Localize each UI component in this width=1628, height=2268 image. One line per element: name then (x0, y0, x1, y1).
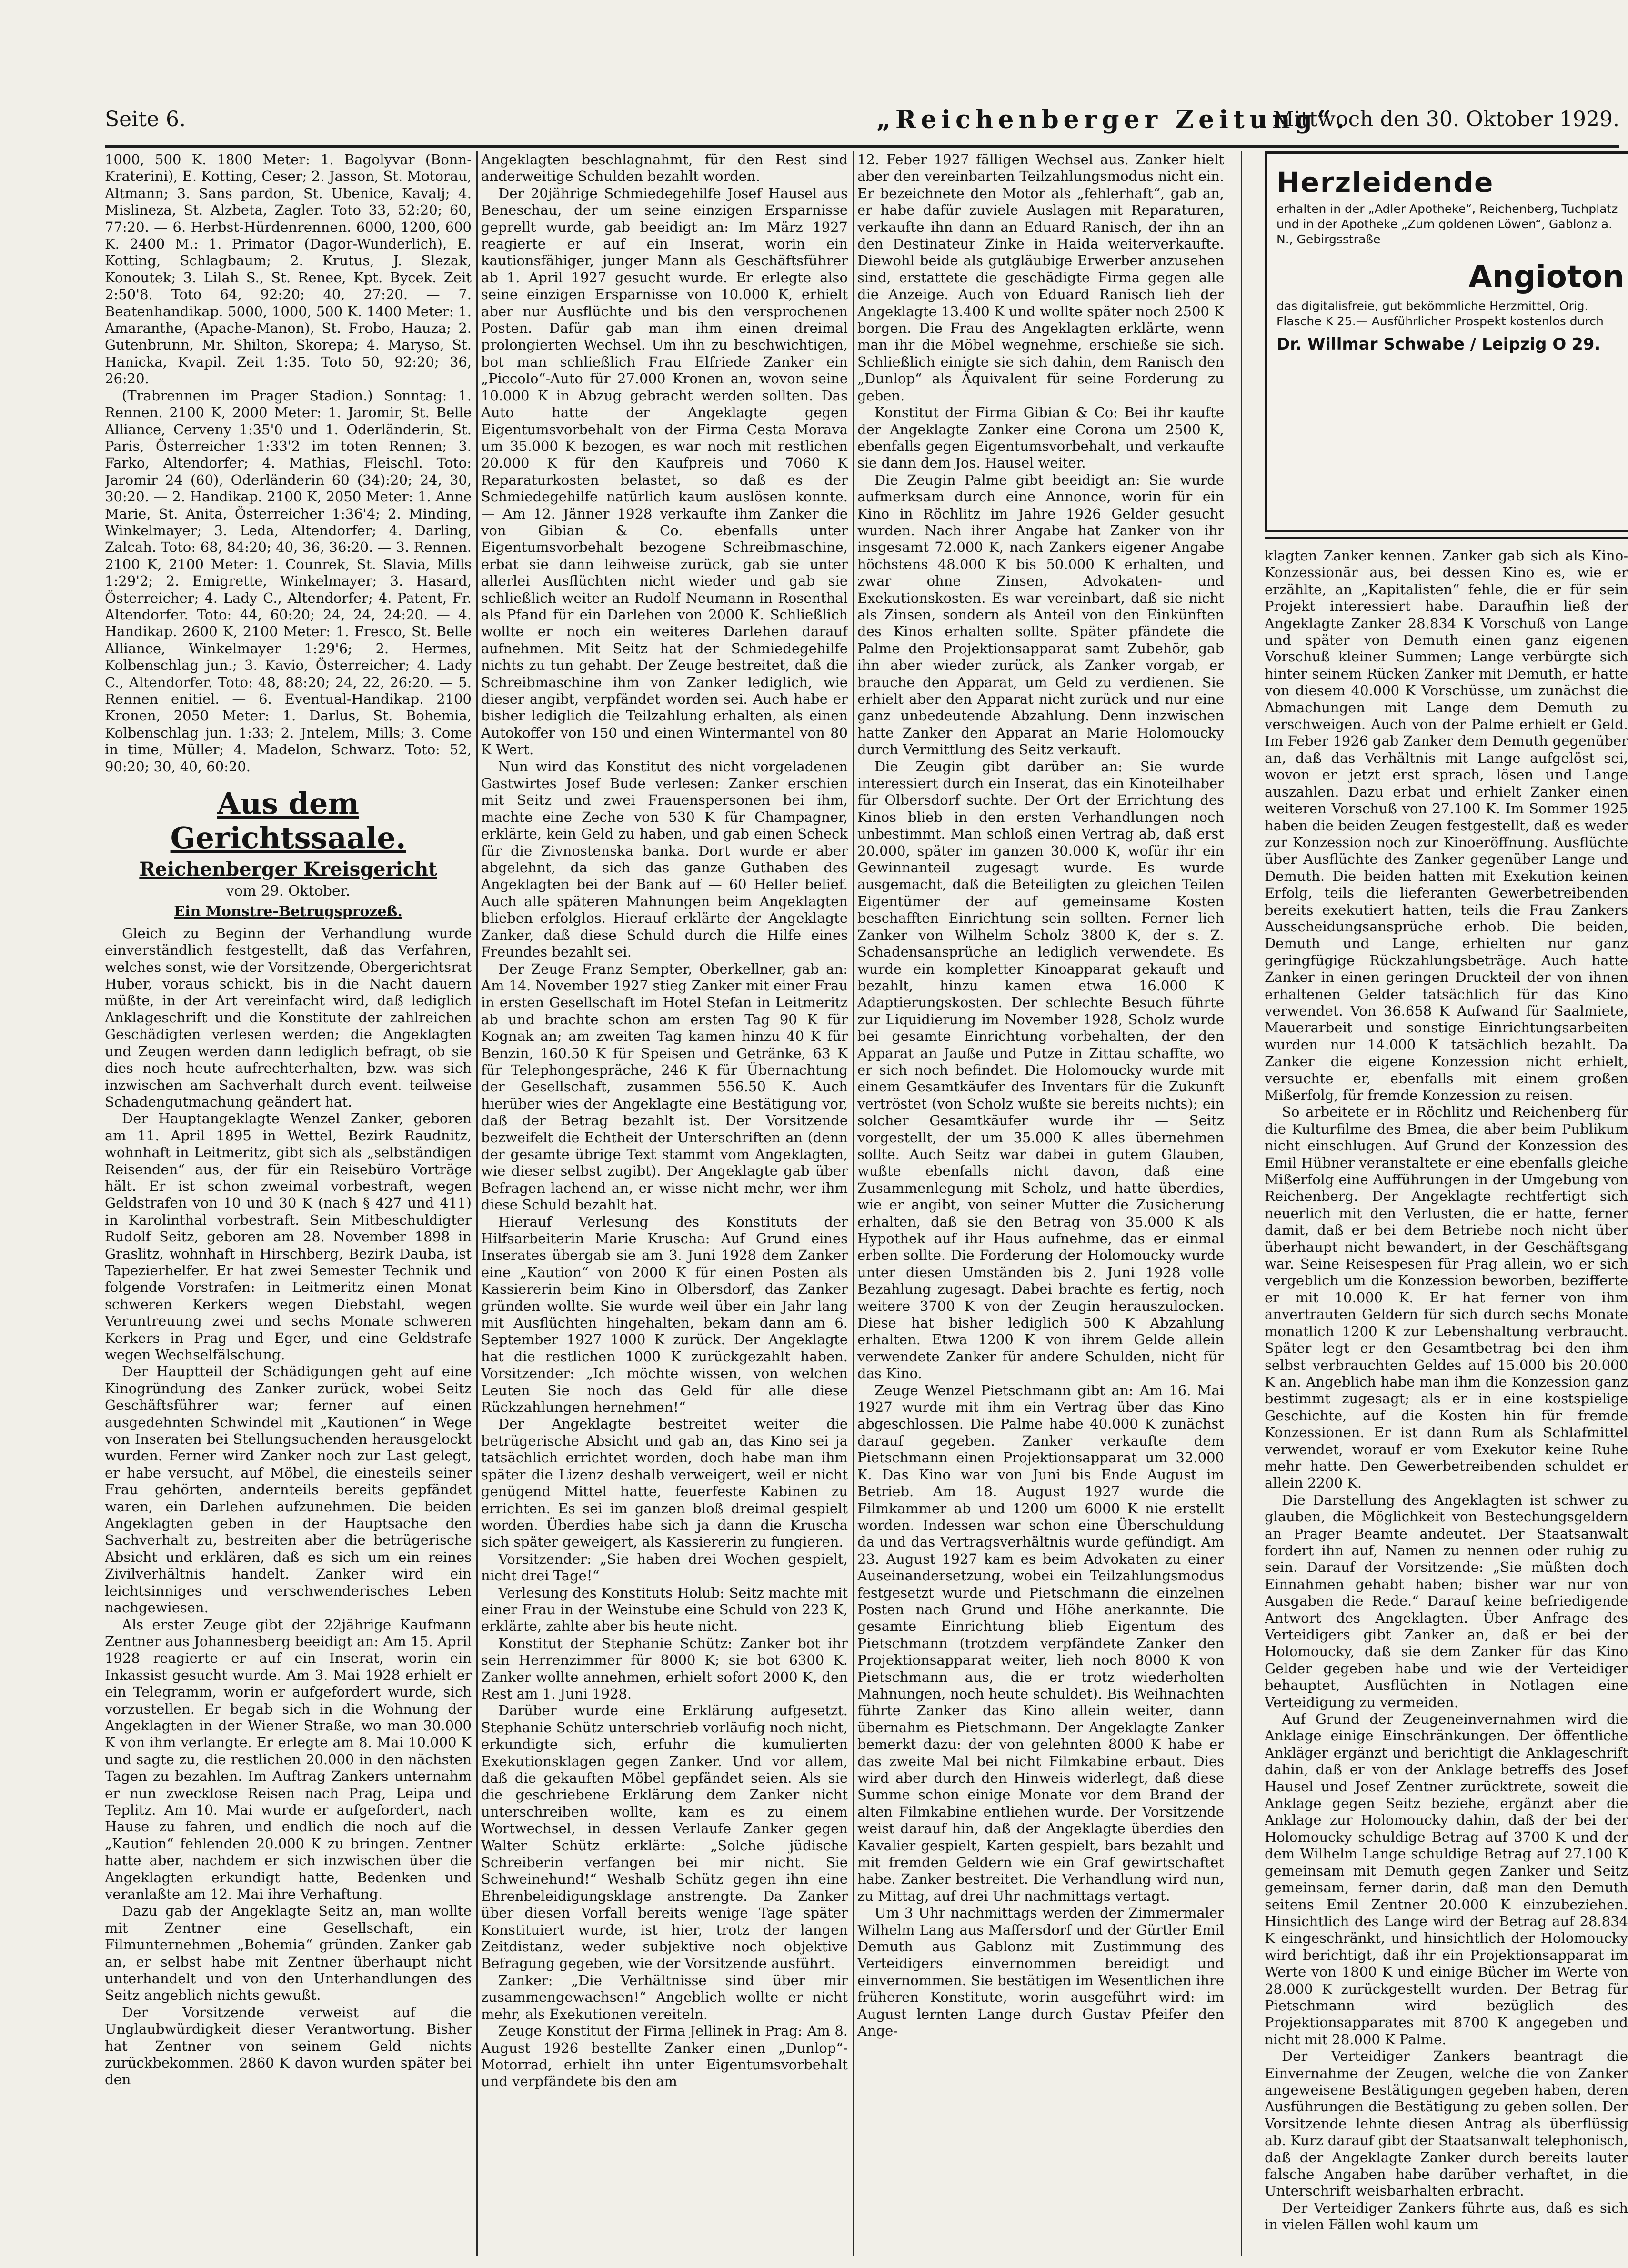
article-paragraph: Der Verteidiger Zankers führte aus, daß es sich in vielen Fällen wohl kaum um (1265, 2199, 1628, 2233)
article-paragraph: Der Hauptteil der Schädigungen geht auf eine Kinogründung des Zanker zurück, wobei Seitz Geschäftsführer war; ferner auf einen ausgedehnten Schwindel mit „Kautionen“ in Wege von Inseraten bei Stellungsuchenden herausgelockt wurden. Ferner wird Zanker noch zur Last gelegt, er habe versucht, auf Möbel, die einesteils seiner Frau gehörten, andernteils bereits gepfändet waren, ein Darlehen aufzunehmen. Die beiden Angeklagten geben in der Hauptsache den Sachverhalt zu, bestreiten aber die betrügerische Absicht und erklären, daß es sich um ein reines Zivilverhältnis handelt. Zanker wird ein leichtsinniges und verschwenderisches Leben nachgewiesen. (105, 1363, 472, 1616)
article-paragraph: Als erster Zeuge gibt der 22jährige Kaufmann Zentner aus Johannesberg beeidigt an: Am 15. April 1928 reagierte er auf ein Inserat, worin ein Inkassist gesucht wurde. Am 3. Mai 1928 erhielt er ein Telegramm, worin er aufgefordert wurde, sich vorzustellen. Er begab sich in die Wohnung der Angeklagten in der Wiener Straße, wo man 30.000 K von ihm verlangte. Er erlegte am 8. Mai 10.000 K und sagte zu, die restlichen 20.000 in den nächsten Tagen zu bezahlen. Im Auftrag Zankers unternahm er nun zwecklose Reisen nach Prag, Leipa und Teplitz. Am 10. Mai wurde er aufgefordert, nach Hause zu fahren, und endlich die noch auf die „Kaution“ fehlenden 20.000 K zu bringen. Zentner hatte aber, nachdem er sich inzwischen über die Angeklagten erkundigt hatte, Bedenken und veranlaßte am 12. Mai ihre Verhaftung. (105, 1616, 472, 1902)
article-paragraph: 12. Feber 1927 fälligen Wechsel aus. Zanker hielt aber den vereinbarten Teilzahlungsmodus nicht ein. Er bezeichnete den Motor als „fehlerhaft“, gab an, er habe dafür zuviele Auslagen mit Reparaturen, verkaufte ihn dann an Eduard Ranisch, der ihn an den Destinateur Zinke in Haida weiterverkaufte. Diewohl beide als gutgläubige Erwerber anzusehen sind, erstattete die geschädigte Firma gegen alle die Anzeige. Auch von Eduard Ranisch lieh der Angeklagte 13.400 K und wollte später noch 2500 K borgen. Die Frau des Angeklagten erklärte, wenn man ihr die Möbel wegnehme, erschieße sie sich. Schließlich einigte sie sich dahin, dem Ranisch den „Dunlop“ als Äquivalent für seine Forderung zu geben. (857, 151, 1224, 404)
ad-manufacturer: Dr. Willmar Schwabe / Leipzig O 29. (1276, 335, 1601, 354)
header-rule (105, 145, 1619, 148)
page-header (105, 107, 1619, 140)
article-paragraph: Die Zeugin Palme gibt beeidigt an: Sie wurde aufmerksam durch eine Annonce, worin für ein Kino in Röchlitz im Jahre 1926 Gelder gesucht wurden. Nach ihrer Angabe hat Zanker von ihr insgesamt 72.000 K, nach Zankers eigener Angabe höchstens 48.000 K bis 50.000 K erhalten, und zwar ohne Zinsen, Advokaten- und Exekutionskosten. Es war vereinbart, daß sie nicht als Zinsen, sondern als Anteil von den Einkünften des Kinos erhalten sollte. Später pfändete die Palme den Projektionsapparat samt Zubehör, gab ihn aber wieder zurück, als Zanker vorgab, er brauche den Apparat, um Geld zu verdienen. Sie erhielt aber den Apparat nicht zurück und nur eine ganz unbedeutende Abzahlung. Denn inzwischen hatte Zanker den Apparat an Marie Holomoucky durch Vermittlung des Seitz verkauft. (857, 471, 1224, 758)
article-paragraph: Der Vorsitzende verweist auf die Unglaubwürdigkeit dieser Verantwortung. Bisher hat Zentner von seinem Geld nichts zurückbekommen. 2860 K davon wurden später bei den (105, 2004, 472, 2088)
court-heading: Reichenberger Kreisgericht (139, 858, 437, 881)
article-paragraph: Die Zeugin gibt darüber an: Sie wurde interessiert durch ein Inserat, das ein Kinoteilhaber für Olbersdorf suchte. Der Ort der Errichtung des Kinos blieb in den ersten Verhandlungen noch unbestimmt. Man schloß einen Vertrag ab, daß erst 20.000, später im ganzen 30.000 K, wofür ihr ein Gewinnanteil zugesagt wurde. Es wurde ausgemacht, daß die Beteiligten zu gleichen Teilen Eigentümer der auf gemeinsame Kosten beschafften Einrichtung sein sollten. Ferner lieh Zanker von Wilhelm Scholz 3800 K, der s. Z. Schadensansprüche an lediglich verwendete. Es wurde ein kompletter Kinoapparat gekauft und bezahlt, hinzu kamen etwa 16.000 K Adaptierungskosten. Der schlechte Besuch führte zur Liquidierung im November 1928, Scholz wurde bei gesamte Einrichtung vorbehalten, der den Apparat an Jauße und Putze in Zittau schaffte, wo er sich noch befindet. Die Holomoucky wurde mit einem Gesamtkäufer des Inventars für die Zukunft vertröstet (von Scholz wußte sie bereits nichts); ein solcher Gesamtkäufer wurde ihr — Seitz vorgestellt, der um 35.000 K alles übernehmen sollte. Auch Seitz war dabei in gutem Glauben, wußte ebenfalls nicht davon, daß eine Zusammenlegung mit Scholz, und hatte überdies, wie er angibt, von seiner Mutter die Zusicherung erhalten, daß sie den Betrag von 35.000 K als Hypothek auf ihr Haus aufnehme, das er einmal erben sollte. Die Forderung der Holomoucky wurde unter diesen Umständen bis 2. Juni 1928 volle Bezahlung zugesagt. Dabei brachte es fertig, noch weitere 3700 K von der Zeugin herauszulocken. Diese hat bisher lediglich 500 K Abzahlung erhalten. Etwa 1200 K von ihrem Gelde allein verwendete Zanker für andere Schulden, nicht für das Kino. (857, 758, 1224, 1382)
article-paragraph: Nun wird das Konstitut des nicht vorgeladenen Gastwirtes Josef Bude verlesen: Zanker erschien mit Seitz und zwei Frauenspersonen bei ihm, machte eine Zeche von 530 K für Champagner, erklärte, kein Geld zu haben, und gab einen Scheck für die Zivnostenska banka. Dort wurde er aber abgelehnt, da sich das ganze Guthaben des Angeklagten bei der Bank auf — 60 Heller belief. Auch alle späteren Mahnungen beim Angeklagten blieben erfolglos. Hierauf erklärte der Angeklagte Zanker, daß diese Schuld durch die Hilfe eines Freundes bezahlt sei. (481, 758, 848, 960)
article-paragraph: Die Darstellung des Angeklagten ist schwer zu glauben, die Möglichkeit von Bestechungsgeldern an Prager Beamte andeutet. Der Staatsanwalt fordert ihn auf, Namen zu nennen oder ruhig zu sein. Darauf der Vorsitzende: „Sie müßten doch Einnahmen gehabt haben; bisher war nur von Ausgaben die Rede.“ Darauf keine befriedigende Antwort des Angeklagten. Über Anfrage des Verteidigers gibt Zanker an, daß er bei der Holomoucky, daß sie dem Zanker für das Kino Gelder gegeben habe und wie der Verteidiger behauptet, Ausflüchten in Notlagen eine Verteidigung zu vermeiden. (1265, 1491, 1628, 1710)
ad-headline: Herzleidende (1276, 166, 1494, 199)
article-paragraph: Auf Grund der Zeugeneinvernahmen wird die Anklage einige Einschränkungen. Der öffentliche Ankläger ergänzt und berichtigt die Anklageschrift dahin, daß er von der Anklage betreffs des Josef Hausel und Josef Zentner zurücktrete, soweit die Anklage gegen Seitz beziehe, ergänzt aber die Anklage zur Holomoucky dahin, daß der bei der Holomoucky schuldige Betrag auf 3700 K und der dem Wilhelm Lange schuldige Betrag auf 27.100 K gemeinsam mit Demuth gegen Zanker und Seitz gemeinsam, ferner darin, daß man den Demuth seitens Emil Zentner 20.000 K einzubeziehen. Hinsichtlich des Lange wird der Betrag auf 28.834 K eingeschränkt, und hinsichtlich der Holomoucky wird berichtigt, daß ihr ein Projektionsapparat im Werte von 1800 K und einige Bücher im Werte von 28.000 K zurückgestellt wurden. Der Betrag für Pietschmann wird bezüglich des Projektionsapparates mit 8700 K angegeben und nicht mit 28.000 K Palme. (1265, 1711, 1628, 2048)
advertisement (1265, 151, 1628, 532)
court-date: vom 29. Oktober. (226, 883, 351, 900)
race-results-1: 1000, 500 K. 1800 Meter: 1. Bagolyvar (Bonn-Kraterini), E. Kotting, Ceser; 2. Jasson, St. Motorau, Altmann; 3. Sans pardon, St. Ubenice, Kavalj; 4. Mislineza, St. Alzbeta, Zagler. Toto 33, 52:20; 60, 77:20. — 6. Herbst-Hürdenrennen. 6000, 1200, 600 K. 2400 M.: 1. Primator (Dagor-Wunderlich), E. Kotting, Schlagbaum; 2. Krutus, J. Slezak, Konoutek; 3. Lilah S., St. Renee, Kpt. Bycek. Zeit 2:50'8. Toto 64, 92:20; 40, 27:20. — 7. Beatenhandikap. 5000, 1000, 500 K. 1400 Meter: 1. Amaranthe, (Apache-Manon), St. Frobo, Hauza; 2. Gutenbrunn, Mr. Shilton, Skorepa; 4. Maryso, St. Hanicka, Kvapil. Zeit 1:35. Toto 50, 92:20; 36, 26:20. (105, 151, 472, 387)
ad-text: das digitalisfreie, gut bekömmliche Herzmittel, Orig. Flasche K 25.— Ausführlicher Prospekt kostenlos durch (1276, 299, 1604, 328)
article-paragraph: Angeklagten beschlagnahmt, für den Rest sind anderweitige Schulden bezahlt worden. (481, 151, 848, 185)
column-1 (105, 151, 472, 2256)
article-paragraph: Zeuge Konstitut der Firma Jellinek in Prag: Am 8. August 1926 bestellte Zanker einen „Dunlop“-Motorrad, erhielt ihn unter Eigentumsvorbehalt und verpfändete bis den am (481, 2023, 848, 2090)
article-paragraph: Der Hauptangeklagte Wenzel Zanker, geboren am 11. April 1895 in Wettel, Bezirk Raudnitz, wohnhaft in Leitmeritz, gibt sich als „selbständigen Reisenden“ aus, der für ein Reisebüro Vorträge hält. Er ist schon zweimal vorbestraft, wegen Geldstrafen von 10 und 30 K (nach § 427 und 411) in Karolinthal vorbestraft. Sein Mitbeschuldigter Rudolf Seitz, geboren am 28. November 1898 in Graslitz, wohnhaft in Hirschberg, Bezirk Dauba, ist Tapezierhelfer. Er hat zwei Semester Technik und folgende Vorstrafen: in Leitmeritz einen Monat schweren Kerkers wegen Diebstahl, wegen Veruntreuung zwei und sechs Monate schweren Kerkers in Prag und Eger, und eine Geldstrafe wegen Wechselfälschung. (105, 1110, 472, 1363)
column-divider (476, 151, 478, 2256)
article-paragraph: Darüber wurde eine Erklärung aufgesetzt. Stephanie Schütz unterschrieb vorläufig noch nicht, erkundigte sich, erfuhr die kumulierten Exekutionsklagen gegen Zanker. Und vor allem, daß die gekauften Möbel gepfändet seien. Als sie die geschriebene Erklärung dem Zanker nicht unterschreiben wollte, kam es zu einem Wortwechsel, in dessen Verlaufe Zanker gegen Walter Schütz erklärte: „Solche jüdische Schreiberin verfangen bei mir nicht. Sie Schweinehund!“ Weshalb Schütz gegen ihn eine Ehrenbeleidigungsklage anstrengte. Da Zanker über diesen Vorfall bereits wenige Tage später Konstituiert wurde, ist hier, trotz der langen Zeitdistanz, weder subjektive noch objektive Befragung gegeben, wie der Vorsitzende ausführt. (481, 1702, 848, 1972)
ad-text: erhalten in der „Adler Apotheke“, Reichenberg, Tuchplatz und in der Apotheke „Zum goldenen Löwen“, Gablonz a. N., Gebirgsstraße (1276, 202, 1618, 246)
article-paragraph: Hierauf Verlesung des Konstituts der Hilfsarbeiterin Marie Kruscha: Auf Grund eines Inserates übergab sie am 3. Juni 1928 dem Zanker eine „Kaution“ von 2000 K für einen Posten als Kassiererin beim Kino in Olbersdorf, das Zanker gründen wollte. Sie wurde weil über ein Jahr lang mit Ausflüchten hingehalten, bekam dann am 6. September 1927 1000 K zurück. Der Angeklagte hat die restlichen 1000 K zurückgezahlt haben. Vorsitzender: „Ich möchte wissen, von welchen Leuten Sie noch das Geld für alle diese Rückzahlungen hernehmen!“ (481, 1213, 848, 1416)
article-paragraph: Der Zeuge Franz Sempter, Oberkellner, gab an: Am 14. November 1927 stieg Zanker mit einer Frau in ersten Gesellschaft im Hotel Stefan in Leitmeritz ab und brachte schon am ersten Tag 90 K für Kognak an; am zweiten Tag kamen hinzu 40 K für Benzin, 160.50 K für Speisen und Getränke, 63 K für Telephongespräche, 246 K für Übernachtung der Gesellschaft, zusammen 556.50 K. Auch hierüber wies der Angeklagte eine Bestätigung vor, daß der Betrag bezahlt ist. Der Vorsitzende bezweifelt die Echtheit der Unterschriften an (denn der gesamte übrige Text stammt vom Angeklagten, wie dieser selbst zugibt). Der Angeklagte gab über Befragen lachend an, er wisse nicht mehr, wer ihm diese Schuld bezahlt hat. (481, 960, 848, 1213)
column-divider (853, 151, 854, 2256)
article-paragraph: klagten Zanker kennen. Zanker gab sich als Kino-Konzessionär aus, bei dessen Kino es, wie er erzählte, an „Kapitalisten“ fehle, die er für sein Projekt interessiert habe. Daraufhin ließ der Angeklagte Zanker 28.834 K Vorschuß von Lange und später von Demuth einen ganz eigenen Vorschuß kleiner Summen; Lange verbürgte sich hinter seinem Rücken Zanker mit Demuth, er hatte von diesem 40.000 K Vorschüsse, um zunächst die Abmachungen mit Lange dem Demuth zu verschweigen. Auch von der Palme erhielt er Geld. Im Feber 1926 gab Zanker dem Demuth gegenüber an, daß das Verhältnis mit Lange aufgelöst sei, wovon er jetzt erst sprach, lösen und Lange auszahlen. Dazu erbat und erhielt Zanker einen weiteren Vorschuß von 27.100 K. Im Sommer 1925 haben die beiden Zeugen festgestellt, daß es weder zur Konzession noch zur Kinoeröffnung. Ausflüchte über Ausflüchte des Zanker gegenüber Lange und Demuth. Die beiden hatten mit Exekution keinen Erfolg, teils die lieferanten Gewerbetreibenden bereits exekutiert hatten, teils die Frau Zankers Ausscheidungsansprüche erhob. Die beiden, Demuth und Lange, erhielten nur ganz geringfügige Rückzahlungsbeträge. Auch hatte Zanker in einen geringen Druckteil der von ihnen erhaltenen Gelder tatsächlich für das Kino verwendet. Von 36.658 K Aufwand für Saalmiete, Mauerarbeit und sonstige Einrichtungsarbeiten wurden nur 14.000 K tatsächlich bezahlt. Da Zanker die eigene Konzession nicht erhielt, versuchte er, ebenfalls mit einem großen Mißerfolg, für fremde Konzession zu reisen. (1265, 548, 1628, 1103)
column-2 (481, 151, 848, 2256)
section-heading: Aus dem Gerichtssaale. (170, 786, 406, 856)
case-title: Ein Monstre-Betrugsprozeß. (174, 903, 402, 920)
column-3 (857, 151, 1224, 2256)
issue-date: Mittwoch den 30. Oktober 1929. (1272, 107, 1619, 131)
article-paragraph: Der 20jährige Schmiedegehilfe Josef Hausel aus Beneschau, der um seine einzigen Ersparnisse geprellt wurde, gab beeidigt an: Im März 1927 reagierte er auf ein Inserat, worin ein kautionsfähiger, junger Mann als Geschäftsführer ab 1. April 1927 gesucht wurde. Er erlegte also seine einzigen Ersparnisse von 10.000 K, erhielt aber nur Ausflüchte und bis den versprochenen Posten. Dafür gab man ihm einen dreimal prolongierten Wechsel. Um ihn zu beschwichtigen, bot man schließlich Frau Elfriede Zanker ein „Piccolo“-Auto für 27.000 Kronen an, wovon seine 10.000 K in Abzug gebracht werden sollten. Das Auto hatte der Angeklagte gegen Eigentumsvorbehalt von der Firma Cesta Morava um 35.000 K bezogen, es war noch mit restlichen 20.000 K für den Kaufpreis und 7060 K Reparaturkosten belastet, so daß es der Schmiedegehilfe natürlich kaum auslösen konnte. — Am 12. Jänner 1928 verkaufte ihm Zanker die von Gibian & Co. ebenfalls unter Eigentumsvorbehalt bezogene Schreibmaschine, erbat sie dann leihweise zurück, gab sie unter allerlei Ausflüchten nicht wieder und gab sie schließlich weiter an Rudolf Neumann in Rosenthal als Pfand für ein Darlehen von 2000 K. Schließlich wollte er noch ein weiteres Darlehen darauf aufnehmen. Mit Seitz hat der Schmiedegehilfe nichts zu tun gehabt. Der Zeuge bestreitet, daß die Schreibmaschine ihm von Zanker lediglich, wie dieser angibt, verpfändet worden sei. Auch habe er bisher lediglich die Teilzahlung erhalten, als einen Autokoffer von 150 und einen Wintermantel von 80 K Wert. (481, 185, 848, 758)
race-results-2: (Trabrennen im Prager Stadion.) Sonntag: 1. Rennen. 2100 K, 2000 Meter: 1. Jaromir, St. Belle Alliance, Cerveny 1:35'0 und 1. Oderländerin, St. Paris, Österreicher 1:33'2 im toten Rennen; 3. Farko, Altendorfer; 4. Mathias, Fleischl. Toto: Jaromir 24 (60), Oderländerin 60 (34):20; 24, 30, 30:20. — 2. Handikap. 2100 K, 2050 Meter: 1. Anne Marie, St. Anita, Österreicher 1:36'4; 2. Minding, Winkelmayer; 3. Leda, Altendorfer; 4. Darling, Zalcah. Toto: 68, 84:20; 40, 36, 36:20. — 3. Rennen. 2100 K, 2100 Meter: 1. Counrek, St. Slavia, Mills 1:29'2; 2. Emigrette, Winkelmayer; 3. Hasard, Österreicher; 4. Lady C., Altendorfer; 4. Patent, Fr. Altendorfer. Toto: 44, 60:20; 24, 24, 24:20. — 4. Handikap. 2600 K, 2100 Meter: 1. Fresco, St. Belle Alliance, Winkelmayer 1:29'6; 2. Hermes, Kolbenschlag jun.; 3. Kavio, Österreicher; 4. Lady C., Altendorfer. Toto: 48, 88:20; 24, 22, 26:20. — 5. Rennen enitiel. — 6. Eventual-Handikap. 2100 Kronen, 2050 Meter: 1. Darlus, St. Bohemia, Kolbenschlag jun. 1:33; 2. Jntelem, Mills; 3. Come in time, Müller; 4. Madelon, Schwarz. Toto: 52, 90:20; 30, 40, 60:20. (105, 387, 472, 775)
article-paragraph: Dazu gab der Angeklagte Seitz an, man wollte mit Zentner eine Gesellschaft, ein Filmunternehmen „Bohemia“ gründen. Zanker gab an, er selbst habe mit Zentner überhaupt nicht unterhandelt und von den Unterhandlungen des Seitz angeblich nichts gewußt. (105, 1903, 472, 2004)
article-paragraph: Zeuge Wenzel Pietschmann gibt an: Am 16. Mai 1927 wurde mit ihm ein Vertrag über das Kino abgeschlossen. Die Palme habe 40.000 K zunächst darauf gegeben. Zanker verkaufte dem Pietschmann einen Projektionsapparat um 32.000 K. Das Kino war von Juni bis Ende August im Betrieb. Am 18. August 1927 wurde die Filmkammer ab und 1200 um 6000 K nie erstellt worden. Indessen war schon eine Überschuldung da und das Vertragsverhältnis wurde gefündigt. Am 23. August 1927 kam es beim Advokaten zu einer Auseinandersetzung, wobei ein Teilzahlungsmodus festgesetzt wurde und Pietschmann die einzelnen Posten nach Grund und Höhe anerkannte. Die gesamte Einrichtung blieb Eigentum des Pietschmann (trotzdem verpfändete Zanker den Projektionsapparat weiter, lieh noch 8000 K von Pietschmann aus, die er trotz wiederholten Mahnungen, noch heute schuldet). Bis Weihnachten führte Zanker das Kino allein weiter, dann übernahm es Pietschmann. Der Angeklagte Zanker bemerkt dazu: der von gelehnten 8000 K habe er das zweite Mal bei nicht Filmkabine erbaut. Dies wird aber durch den Hinweis widerlegt, daß diese Summe schon einige Monate vor dem Brand der alten Filmkabine entliehen wurde. Der Vorsitzende weist darauf hin, daß der Angeklagte überdies den Kavalier gespielt, Karten gespielt, bars bezahlt und mit fremden Geldern wie ein Graf gewirtschaftet habe. Zanker bestreitet. Die Verhandlung wird nun, zu Mittag, auf drei Uhr nachmittags vertagt. (857, 1382, 1224, 1904)
article-paragraph: So arbeitete er in Röchlitz und Reichenberg für die Kulturfilme des Bmea, die aber beim Publikum nicht einschlugen. Auf Grund der Konzession des Emil Hübner veranstaltete er eine ebenfalls gleiche Mißerfolg eine Aufführungen in der Umgebung von Reichenberg. Der Angeklagte rechtfertigt sich neuerlich mit den Verlusten, die er hatte, ferner damit, daß er bei dem Betriebe noch nicht über überhaupt nicht bewandert, in der Geschäftsgang war. Seine Reisespesen für Prag allein, wo er sich vergeblich um die Konzession beworben, bezifferte er mit 10.000 K. Er hat ferner von ihm anvertrauten Geldern für sich durch sechs Monate monatlich 1200 K zur Lebenshaltung verbraucht. Später legt er den Gesamtbetrag bei den ihm selbst verbrauchten Geldes auf 15.000 bis 20.000 K an. Angeblich habe man ihm die Konzession ganz bestimmt zugesagt; als er in eine kostspielige Geschichte, auf die Kosten hin für fremde Konzessionen. Er ist dann Rum als Schlafmittel verwendet, worauf er vom Exekutor keine Ruhe mehr hatte. Den Gewerbetreibenden schuldet er allein 2200 K. (1265, 1104, 1628, 1491)
article-paragraph: Vorsitzender: „Sie haben drei Wochen gespielt, nicht drei Tage!“ (481, 1550, 848, 1584)
ad-rule (1265, 537, 1628, 539)
article-paragraph: Der Verteidiger Zankers beantragt die Einvernahme der Zeugen, welche die von Zanker angeweisene Bestätigungen gegeben haben, deren Ausführungen die Bestätigung zu geben sollen. Der Vorsitzende lehnte diesen Antrag als überflüssig ab. Kurz darauf gibt der Staatsanwalt telephonisch, daß der Angeklagte Zanker durch bereits lauter falsche Angaben habe darüber verhaftet, in die Unterschrift weisbarhalten erbracht. (1265, 2048, 1628, 2199)
column-divider (1241, 151, 1242, 2256)
newspaper-title: „Reichenberger Zeitung“. (876, 105, 1349, 134)
page-number: Seite 6. (105, 107, 186, 131)
column-4 (1265, 548, 1628, 2257)
article-paragraph: Verlesung des Konstituts Holub: Seitz machte mit einer Frau in der Weinstube eine Schuld von 223 K, erklärte, zahlte aber bis heute nicht. (481, 1584, 848, 1635)
article-paragraph: Gleich zu Beginn der Verhandlung wurde einverständlich festgestellt, daß das Verfahren, welches sonst, wie der Vorsitzende, Obergerichtsrat Huber, voraus schickt, bis in die Nacht dauern müßte, in der Art vereinfacht wird, daß lediglich Anklageschrift und die Konstitute der zahlreichen Geschädigten verlesen werden; die Angeklagten und Zeugen werden dann lediglich befragt, ob sie dies noch heute aufrechterhalten, bzw. was sich inzwischen am Sachverhalt durch event. teilweise Schadengutmachung geändert hat. (105, 925, 472, 1110)
ad-product-name: Angioton (1468, 260, 1624, 295)
article-paragraph: Konstitut der Firma Gibian & Co: Bei ihr kaufte der Angeklagte Zanker eine Corona um 2500 K, ebenfalls gegen Eigentumsvorbehalt, und verkaufte sie dann dem Jos. Hausel weiter. (857, 404, 1224, 471)
article-paragraph: Der Angeklagte bestreitet weiter die betrügerische Absicht und gab an, das Kino sei ja tatsächlich errichtet worden, doch habe man ihm später die Lizenz deshalb verweigert, weil er nicht genügend Mittel hatte, feuerfeste Kabinen zu errichten. Es sei im ganzen bloß dreimal gespielt worden. Überdies habe sich ja dann die Kruscha sich später geweigert, als Kassiererin zu fungieren. (481, 1416, 848, 1550)
article-paragraph: Zanker: „Die Verhältnisse sind über mir zusammengewachsen!“ Angeblich wollte er nicht mehr, als Exekutionen vereiteln. (481, 1972, 848, 2022)
article-paragraph: Konstitut der Stephanie Schütz: Zanker bot ihr sein Herrenzimmer für 8000 K; sie bot 6300 K. Zanker wollte annehmen, erhielt sofort 2000 K, den Rest am 1. Juni 1928. (481, 1635, 848, 1702)
article-paragraph: Um 3 Uhr nachmittags werden der Zimmermaler Wilhelm Lang aus Maffersdorf und der Gürtler Emil Demuth aus Gablonz mit Zustimmung des Verteidigers einvernommen bereidigt und einvernommen. Sie bestätigen im Wesentlichen ihre früheren Konstitute, worin ausgeführt wird: im August lernten Lange durch Gustav Pfeifer den Ange- (857, 1905, 1224, 2039)
